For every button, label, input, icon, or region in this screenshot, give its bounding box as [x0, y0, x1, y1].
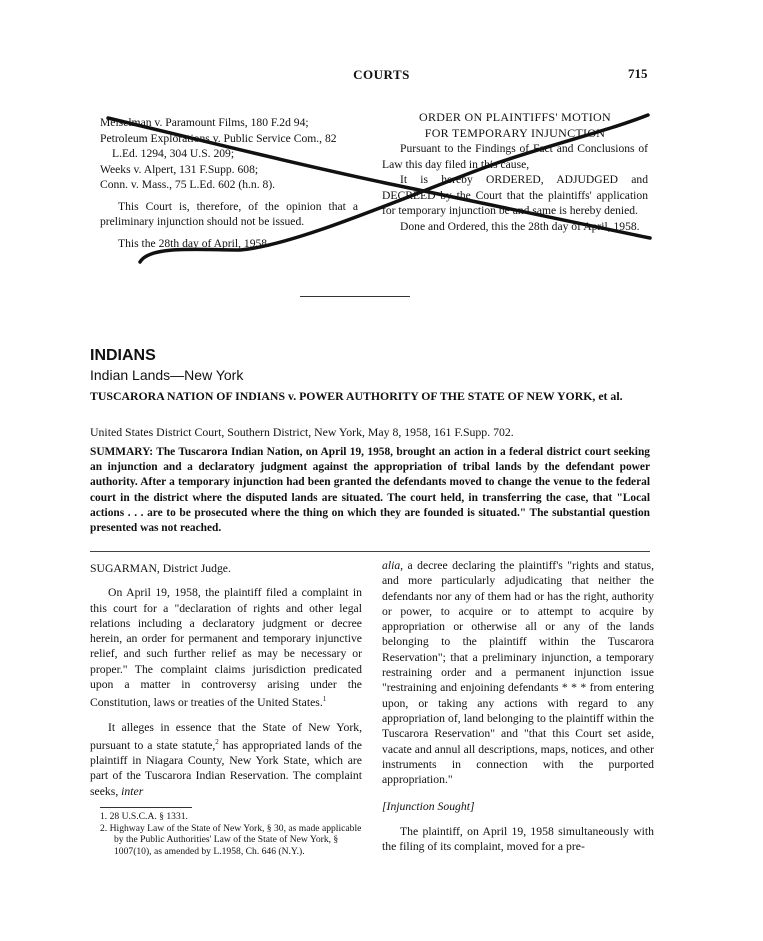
footnote-ref: 2	[215, 737, 219, 746]
section-subtitle: Indian Lands—New York	[90, 367, 244, 383]
opinion-paragraph	[382, 558, 654, 787]
subheading: [Injunction Sought]	[382, 800, 475, 814]
opinion-right-column	[382, 558, 654, 863]
opinion-paragraph	[90, 720, 362, 799]
footnote-ref: 1	[322, 695, 327, 704]
footnote-divider	[100, 807, 192, 808]
opinion-paragraph	[90, 585, 362, 710]
judge-name: SUGARMAN, District Judge.	[90, 562, 231, 575]
opinion-left-column	[90, 561, 362, 808]
order-paragraph: Pursuant to the Findings of Fact and Conclusions of Law this day filed in this cause,	[382, 142, 648, 171]
opinion-statement: This Court is, therefore, of the opinion that a preliminary injunction should not be issued.	[100, 199, 358, 228]
page-number: 715	[628, 66, 648, 81]
date-line: This the 28th day of April, 1958.	[118, 236, 270, 250]
paragraph-text: has appropriated lands of the plaintiff in Niagara County, New York State, which are part of the Tuscarora Indian Reservation. The complaint seeks,	[90, 738, 362, 798]
italic-text: alia,	[382, 559, 404, 572]
case-summary: SUMMARY: The Tuscarora Indian Nation, on April 19, 1958, brought an action in a federal district court seeking an injunction and a declaratory judgment against the appropriation of tribal lands by the defendant power authority. After a temporary injunction had been granted the defendants moved to change the venue to the federal court in the district where the disputed lands are situated. The court held, in transferring the case, that "Local actions . . . are to be prosecuted where the thing on which they are founded is situated." The substantial question presented was not reached.	[90, 446, 650, 535]
opinion-paragraph: The plaintiff, on April 19, 1958 simultaneously with the filing of its complaint, moved for a pre-	[382, 824, 654, 854]
section-divider	[300, 296, 410, 297]
cancellation-strokes	[0, 0, 763, 300]
footnotes	[100, 811, 362, 857]
footnote: 1. 28 U.S.C.A. § 1331.	[100, 811, 188, 822]
italic-text: inter	[121, 784, 144, 798]
footnote: 2. Highway Law of the State of New York, § 30, as made applicable by the Public Authorities' Law of the State of New York, § 1007(10), as amended by L.1958, Ch. 646 (N.Y.).	[100, 822, 362, 857]
citation-line: Conn. v. Mass., 75 L.Ed. 602 (h.n. 8).	[100, 178, 276, 191]
paragraph-text: On April 19, 1958, the plaintiff filed a complaint in this court for a "declaration of rights and other legal relations including a declaratory judgment or decree herein, an order for permanent and temporary injunctive relief, and such further relief as may be necessary or proper." The complaint claims jurisdiction predicated upon a matter in controversy arising under the Constitution, laws or treaties of the United States.	[90, 586, 362, 710]
order-title-line1: ORDER ON PLAINTIFFS' MOTION	[419, 110, 611, 124]
order-paragraph: Done and Ordered, this the 28th day of April, 1958.	[400, 219, 640, 233]
case-citation: United States District Court, Southern District, New York, May 8, 1958, 161 F.Supp. 702.	[90, 425, 514, 439]
order-title-line2: FOR TEMPORARY INJUNCTION	[424, 125, 606, 140]
section-title: INDIANS	[90, 347, 156, 364]
paragraph-text: a decree declaring the plaintiff's "rights and status, and more particularly adjudicating that neither the defendants nor any of them had or has the right, authority or power, to acquire or to attempt to acquire by appropriation or otherwise all or any of the lands belonging to the plaintiff within the Tuscarora Reservation"; that a preliminary injunction, a temporary restraining order and a permanent injunction issue "restraining and enjoining defendants * * * from entering upon, or taking any actions with regard to any appropriation of, land belonging to the plaintiff within the Tuscarora Reservation" and "that this Court set aside, vacate and annul all descriptions, maps, notices, and other instruments in connection with the purported appropriation."	[382, 559, 654, 787]
citation-line: Meiselman v. Paramount Films, 180 F.2d 94;	[100, 116, 309, 129]
case-title: TUSCARORA NATION OF INDIANS v. POWER AUTHORITY OF THE STATE OF NEW YORK, et al.	[90, 389, 623, 403]
running-title: COURTS	[353, 67, 410, 82]
citation-line: Weeks v. Alpert, 131 F.Supp. 608;	[100, 162, 259, 176]
summary-divider	[90, 551, 650, 552]
citation-line: Petroleum Explorations v. Public Service Com., 82 L.Ed. 1294, 304 U.S. 209;	[100, 131, 337, 160]
paragraph-text: It alleges in essence that the State of New York, pursuant to a state statute,	[90, 720, 362, 752]
order-paragraph: It is hereby ORDERED, ADJUDGED and DECREED by the Court that the plaintiffs' application for temporary injunction be and same is hereby denied.	[382, 173, 648, 217]
